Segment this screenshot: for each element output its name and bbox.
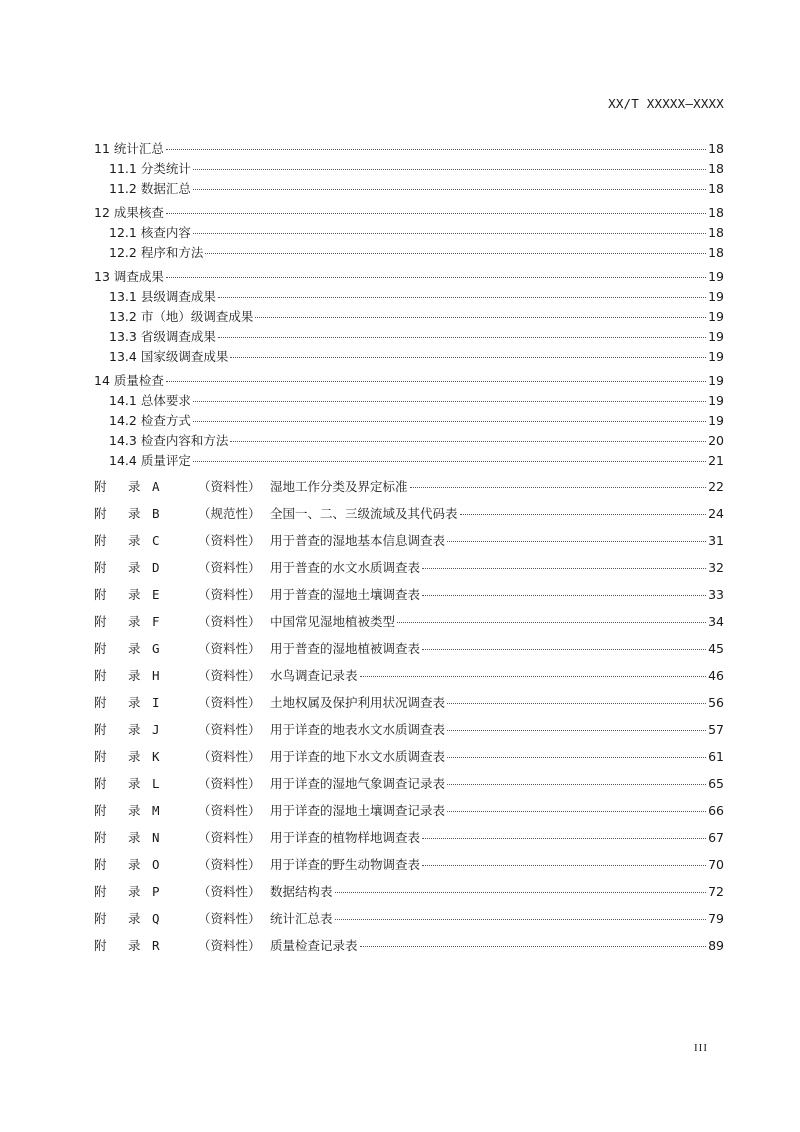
appendix-label-char: 录 [128, 668, 141, 683]
appendix-label-char: 附 [94, 830, 107, 845]
toc-entry-page: 18 [708, 245, 724, 260]
appendix-label-char: 附 [94, 884, 107, 899]
dot-leader [335, 918, 707, 920]
appendix-nature: （资料性） [198, 884, 261, 899]
appendix-page: 56 [708, 695, 724, 710]
appendix-page: 89 [708, 938, 724, 953]
dot-leader [447, 702, 706, 704]
appendix-title: 质量检查记录表 [270, 938, 358, 953]
appendix-title: 用于详查的湿地土壤调查记录表 [270, 803, 446, 818]
appendix-label-char: 附 [94, 587, 107, 602]
appendix-title: 数据结构表 [270, 884, 333, 899]
appendix-label-char: 附 [94, 560, 107, 575]
dot-leader [193, 460, 706, 462]
toc-entry-title: 调查成果 [113, 269, 164, 284]
appendix-entry[interactable] [94, 797, 724, 824]
appendix-label [94, 797, 152, 824]
appendix-page: 67 [708, 830, 724, 845]
toc-entry-page: 18 [708, 141, 724, 156]
appendix-label-char: 录 [128, 614, 141, 629]
appendix-label [94, 662, 152, 689]
dot-leader [447, 810, 706, 812]
toc-entry-page: 19 [708, 349, 724, 364]
appendix-label [94, 905, 152, 932]
appendix-nature: （资料性） [198, 479, 261, 494]
appendix-label-char: 附 [94, 668, 107, 683]
dot-leader [360, 675, 707, 677]
toc-section-entry[interactable] [94, 451, 724, 471]
appendix-label-char: 附 [94, 749, 107, 764]
toc-section-entry[interactable] [94, 159, 724, 179]
dot-leader [397, 621, 706, 623]
toc-section-entry[interactable] [94, 307, 724, 327]
toc-entry-number: 14.4 [109, 453, 137, 468]
appendix-label [94, 527, 152, 554]
toc-entry-title: 省级调查成果 [140, 329, 216, 344]
toc-entry-page: 18 [708, 205, 724, 220]
dot-leader [166, 276, 706, 278]
appendix-label-char: 附 [94, 641, 107, 656]
appendix-nature: （资料性） [198, 641, 261, 656]
toc-entry-number: 12 [94, 205, 110, 220]
appendix-page: 72 [708, 884, 724, 899]
appendix-letter: L [152, 776, 160, 791]
dot-leader [255, 316, 706, 318]
appendix-title: 用于详查的地下水文水质调查表 [270, 749, 446, 764]
toc-chapter-entry[interactable] [94, 267, 724, 287]
appendix-entry[interactable] [94, 581, 724, 608]
appendix-page: 66 [708, 803, 724, 818]
dot-leader [193, 188, 706, 190]
appendix-page: 32 [708, 560, 724, 575]
appendix-letter: A [152, 479, 160, 494]
appendix-nature: （资料性） [198, 695, 261, 710]
appendix-nature: （资料性） [198, 911, 261, 926]
appendix-title: 用于详查的地表水文水质调查表 [270, 722, 446, 737]
appendix-label-char: 录 [128, 776, 141, 791]
dot-leader [193, 168, 706, 170]
toc-entry-page: 20 [708, 433, 724, 448]
appendix-page: 33 [708, 587, 724, 602]
appendix-entry[interactable] [94, 770, 724, 797]
appendix-title: 统计汇总表 [270, 911, 333, 926]
appendix-label [94, 824, 152, 851]
appendix-page: 57 [708, 722, 724, 737]
appendix-label [94, 770, 152, 797]
toc-entry-number: 13 [94, 269, 110, 284]
appendix-nature: （资料性） [198, 722, 261, 737]
appendix-entry[interactable] [94, 635, 724, 662]
appendix-label-char: 附 [94, 857, 107, 872]
appendix-label-char: 附 [94, 803, 107, 818]
appendix-nature: （资料性） [198, 614, 261, 629]
toc-entry-number: 14.1 [109, 393, 137, 408]
appendix-letter: C [152, 533, 160, 548]
appendix-entry[interactable] [94, 527, 724, 554]
toc-entry-title: 质量评定 [140, 453, 191, 468]
appendix-entry[interactable] [94, 878, 724, 905]
appendix-page: 24 [708, 506, 724, 521]
appendix-label-char: 录 [128, 722, 141, 737]
appendix-page: 46 [708, 668, 724, 683]
toc-entry-title: 总体要求 [140, 393, 191, 408]
dot-leader [218, 336, 706, 338]
appendix-page: 70 [708, 857, 724, 872]
dot-leader [230, 440, 706, 442]
appendix-label-char: 录 [128, 587, 141, 602]
appendix-label-char: 录 [128, 479, 141, 494]
dot-leader [422, 567, 706, 569]
toc-entry-number: 14.3 [109, 433, 137, 448]
dot-leader [447, 729, 706, 731]
appendix-label-char: 附 [94, 776, 107, 791]
appendix-page: 34 [708, 614, 724, 629]
appendix-entry[interactable] [94, 500, 724, 527]
appendix-title: 用于普查的湿地土壤调查表 [270, 587, 421, 602]
dot-leader [166, 212, 706, 214]
appendix-label-char: 录 [128, 830, 141, 845]
toc-section-entry[interactable] [94, 347, 724, 367]
appendix-label-char: 录 [128, 911, 141, 926]
dot-leader [166, 380, 706, 382]
appendix-letter: J [152, 722, 160, 737]
appendix-label-char: 录 [128, 533, 141, 548]
toc-entry-title: 程序和方法 [140, 245, 204, 260]
appendix-entry[interactable] [94, 554, 724, 581]
appendix-letter: P [152, 884, 160, 899]
toc-entry-title: 统计汇总 [113, 141, 164, 156]
appendix-entry[interactable] [94, 932, 724, 959]
toc-entry-number: 13.4 [109, 349, 137, 364]
appendix-entry[interactable] [94, 905, 724, 932]
dot-leader [166, 148, 706, 150]
dot-leader [460, 513, 707, 515]
toc-entry-number: 12.2 [109, 245, 137, 260]
appendix-label-char: 附 [94, 938, 107, 953]
toc-entry-title: 核查内容 [140, 225, 191, 240]
appendix-title: 用于普查的湿地植被调查表 [270, 641, 421, 656]
appendix-label [94, 500, 152, 527]
toc-entry-title: 数据汇总 [140, 181, 191, 196]
dot-leader [193, 400, 706, 402]
dot-leader [218, 296, 706, 298]
appendix-label [94, 473, 152, 500]
dot-leader [410, 486, 707, 488]
dot-leader [422, 594, 706, 596]
appendix-page: 79 [708, 911, 724, 926]
appendix-title: 水鸟调查记录表 [270, 668, 358, 683]
appendix-label-char: 附 [94, 479, 107, 494]
dot-leader [335, 891, 707, 893]
toc-entry-page: 19 [708, 269, 724, 284]
dot-leader [230, 356, 706, 358]
appendix-label [94, 581, 152, 608]
appendix-label [94, 689, 152, 716]
toc-entry-title: 县级调查成果 [140, 289, 216, 304]
appendix-page: 45 [708, 641, 724, 656]
appendix-entry[interactable] [94, 743, 724, 770]
toc-entry-title: 市（地）级调查成果 [140, 309, 254, 324]
appendix-label-char: 录 [128, 938, 141, 953]
dot-leader [447, 783, 706, 785]
appendix-label-char: 录 [128, 506, 141, 521]
toc-entry-number: 12.1 [109, 225, 137, 240]
appendix-page: 31 [708, 533, 724, 548]
appendix-label-char: 附 [94, 695, 107, 710]
appendix-nature: （资料性） [198, 857, 261, 872]
toc-chapter-entry[interactable] [94, 371, 724, 391]
appendix-title: 用于普查的湿地基本信息调查表 [270, 533, 446, 548]
appendix-title: 全国一、二、三级流域及其代码表 [270, 506, 458, 521]
appendix-label-char: 录 [128, 695, 141, 710]
dot-leader [193, 232, 706, 234]
appendix-letter: H [152, 668, 160, 683]
appendix-letter: K [152, 749, 160, 764]
toc-entry-title: 成果核查 [113, 205, 164, 220]
appendix-label-char: 录 [128, 803, 141, 818]
appendix-page: 22 [708, 479, 724, 494]
appendix-label-char: 附 [94, 722, 107, 737]
appendix-entry[interactable] [94, 608, 724, 635]
appendix-title: 湿地工作分类及界定标准 [270, 479, 408, 494]
toc-entry-page: 19 [708, 413, 724, 428]
appendix-letter: E [152, 587, 160, 602]
page-number: III [694, 1042, 708, 1054]
appendix-label-char: 附 [94, 533, 107, 548]
toc-entry-page: 18 [708, 225, 724, 240]
dot-leader [360, 945, 707, 947]
appendix-letter: R [152, 938, 160, 953]
appendix-label-char: 附 [94, 506, 107, 521]
appendix-label [94, 851, 152, 878]
toc-section-list [94, 139, 724, 471]
appendix-nature: （资料性） [198, 830, 261, 845]
toc-entry-number: 13.2 [109, 309, 137, 324]
appendix-entry[interactable] [94, 851, 724, 878]
appendix-label [94, 716, 152, 743]
appendix-letter: M [152, 803, 160, 818]
toc-section-entry[interactable] [94, 223, 724, 243]
toc-entry-title: 分类统计 [140, 161, 191, 176]
toc-section-entry[interactable] [94, 287, 724, 307]
toc-chapter-entry[interactable] [94, 203, 724, 223]
dot-leader [422, 648, 706, 650]
appendix-page: 61 [708, 749, 724, 764]
dot-leader [447, 756, 706, 758]
appendix-label-char: 附 [94, 614, 107, 629]
appendix-label [94, 608, 152, 635]
appendix-nature: （资料性） [198, 533, 261, 548]
toc-entry-number: 11 [94, 141, 110, 156]
appendix-nature: （资料性） [198, 803, 261, 818]
toc-entry-title: 国家级调查成果 [140, 349, 229, 364]
toc-section-entry[interactable] [94, 431, 724, 451]
appendix-title: 用于普查的水文水质调查表 [270, 560, 421, 575]
appendix-entry[interactable] [94, 689, 724, 716]
toc-entry-title: 检查方式 [140, 413, 191, 428]
dot-leader [422, 864, 706, 866]
appendix-title: 用于详查的野生动物调查表 [270, 857, 421, 872]
appendix-letter: I [152, 695, 160, 710]
appendix-entry[interactable] [94, 473, 724, 500]
appendix-list [94, 473, 724, 959]
toc-entry-page: 19 [708, 309, 724, 324]
toc-entry-page: 19 [708, 373, 724, 388]
appendix-title: 用于详查的植物样地调查表 [270, 830, 421, 845]
appendix-letter: B [152, 506, 160, 521]
toc-chapter-entry[interactable] [94, 139, 724, 159]
appendix-label-char: 录 [128, 641, 141, 656]
toc-entry-number: 13.1 [109, 289, 137, 304]
appendix-nature: （资料性） [198, 668, 261, 683]
appendix-nature: （规范性） [198, 506, 261, 521]
appendix-page: 65 [708, 776, 724, 791]
appendix-nature: （资料性） [198, 560, 261, 575]
appendix-label-char: 附 [94, 911, 107, 926]
toc-entry-number: 13.3 [109, 329, 137, 344]
appendix-label [94, 878, 152, 905]
dot-leader [193, 420, 706, 422]
appendix-entry[interactable] [94, 662, 724, 689]
toc-section-entry[interactable] [94, 243, 724, 263]
appendix-label-char: 录 [128, 560, 141, 575]
toc-entry-page: 19 [708, 289, 724, 304]
toc-section-entry[interactable] [94, 411, 724, 431]
table-of-contents [94, 139, 724, 959]
appendix-title: 用于详查的湿地气象调查记录表 [270, 776, 446, 791]
appendix-nature: （资料性） [198, 749, 261, 764]
appendix-letter: Q [152, 911, 160, 926]
appendix-label-char: 录 [128, 857, 141, 872]
toc-entry-title: 检查内容和方法 [140, 433, 229, 448]
toc-entry-page: 19 [708, 393, 724, 408]
appendix-letter: F [152, 614, 160, 629]
toc-entry-number: 11.2 [109, 181, 137, 196]
appendix-label [94, 554, 152, 581]
appendix-nature: （资料性） [198, 587, 261, 602]
toc-entry-page: 18 [708, 181, 724, 196]
appendix-entry[interactable] [94, 824, 724, 851]
toc-entry-page: 18 [708, 161, 724, 176]
toc-entry-page: 19 [708, 329, 724, 344]
appendix-label [94, 932, 152, 959]
toc-entry-page: 21 [708, 453, 724, 468]
toc-entry-number: 11.1 [109, 161, 137, 176]
toc-entry-number: 14.2 [109, 413, 137, 428]
appendix-letter: O [152, 857, 160, 872]
appendix-label [94, 635, 152, 662]
toc-section-entry[interactable] [94, 327, 724, 347]
document-code: XX/T XXXXX—XXXX [608, 96, 724, 111]
toc-entry-number: 14 [94, 373, 110, 388]
appendix-nature: （资料性） [198, 776, 261, 791]
appendix-title: 土地权属及保护利用状况调查表 [270, 695, 446, 710]
appendix-label [94, 743, 152, 770]
dot-leader [205, 252, 706, 254]
appendix-letter: N [152, 830, 160, 845]
toc-entry-title: 质量检查 [113, 373, 164, 388]
dot-leader [447, 540, 706, 542]
appendix-entry[interactable] [94, 716, 724, 743]
toc-section-entry[interactable] [94, 179, 724, 199]
appendix-letter: D [152, 560, 160, 575]
appendix-nature: （资料性） [198, 938, 261, 953]
appendix-title: 中国常见湿地植被类型 [270, 614, 396, 629]
dot-leader [422, 837, 706, 839]
appendix-letter: G [152, 641, 160, 656]
toc-section-entry[interactable] [94, 391, 724, 411]
appendix-label-char: 录 [128, 884, 141, 899]
appendix-label-char: 录 [128, 749, 141, 764]
